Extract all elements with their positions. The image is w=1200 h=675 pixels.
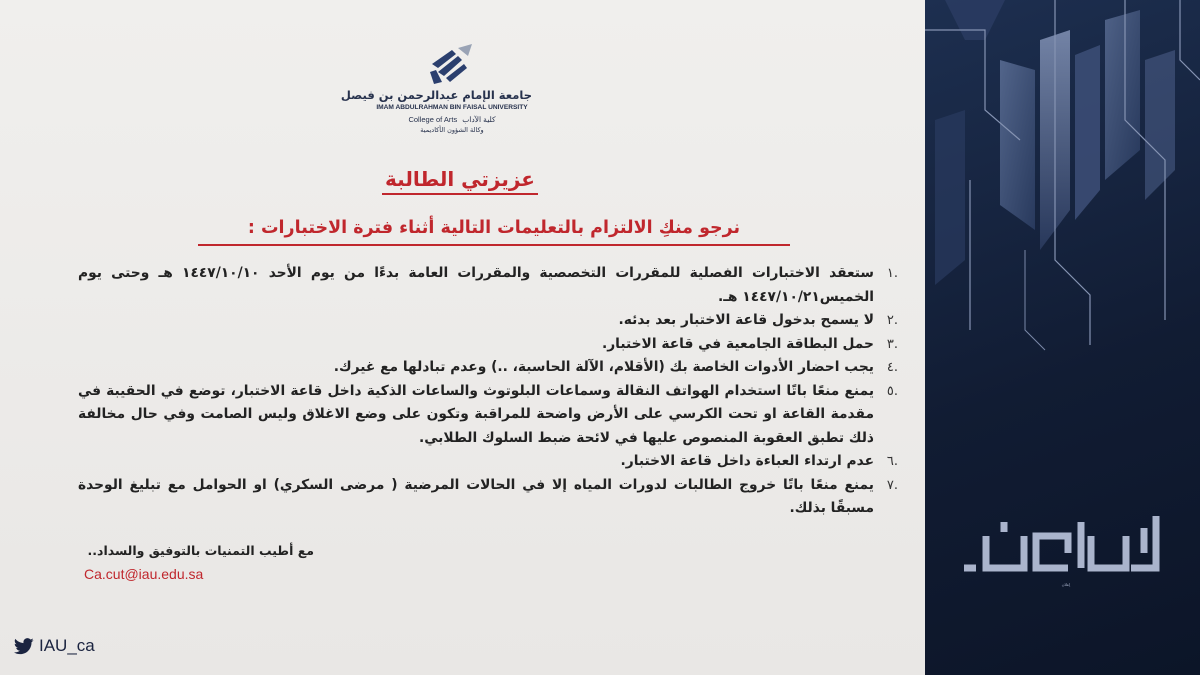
item-text: حمل البطاقة الجامعية في قاعة الاختبار. <box>601 335 874 352</box>
item-number: .٧ <box>886 477 898 493</box>
page-subtitle: نرجو منكِ الالتزام بالتعليمات التالية أثناء فترة الاختبارات : <box>198 214 790 246</box>
twitter-bird-icon <box>14 638 34 655</box>
list-item <box>78 474 898 521</box>
closing-wishes: مع أطيب التمنيات بالتوفيق والسداد.. <box>87 543 314 558</box>
list-item <box>78 450 898 474</box>
contact-email-link[interactable]: Ca.cut@iau.edu.sa <box>84 566 204 582</box>
list-item <box>78 356 898 380</box>
item-number: .١ <box>886 266 898 281</box>
item-text: عدم ارتداء العباءة داخل قاعة الاختبار. <box>620 453 874 469</box>
twitter-handle[interactable] <box>14 636 95 656</box>
list-item <box>78 380 898 451</box>
page-title: عزيزتي الطالبة <box>382 165 538 195</box>
item-text: يجب احضار الأدوات الخاصة بك (الأقلام، الآلة الحاسبة، ..) وعدم تبادلها مع غيرك. <box>333 359 874 375</box>
item-number: .٤ <box>886 360 898 375</box>
college-name <box>372 115 532 124</box>
item-text: يمنع منعًا باتًا استخدام الهواتف النقالة وسماعات البلوتوث والساعات الذكية داخل قاعة الاختبار، توضع في الحقيبة في مقدمة القاعة او تحت الكرسي على الأرض واضحة للمراقبة وتكون على وضع الاغلاق وليس الصامت وفي حال مخالفة ذلك تطبق العقوبة المنصوص عليها في لائحة ضبط السلوك الطلابي. <box>78 382 874 446</box>
item-number: .٦ <box>886 454 898 469</box>
university-emblem-icon <box>424 42 484 90</box>
deanship-name: وكالة الشؤون الأكاديمية <box>420 126 484 134</box>
twitter-handle-text: IAU_ca <box>39 636 95 655</box>
item-text: ستعقد الاختبارات الفصلية للمقررات التخصصية والمقررات العامة بدءًا من يوم الأحد ١٤٤٧/١٠/١٠ هـ وحتى يوم الخميس١٤٤٧/١٠/٢١ هـ. <box>78 265 874 305</box>
university-name-arabic: جامعة الإمام عبدالرحمن بن فيصل <box>340 88 532 102</box>
list-item <box>78 309 898 333</box>
university-logo <box>340 42 532 154</box>
instructions-list <box>78 262 898 521</box>
college-name-english: College of Arts <box>408 115 458 124</box>
university-name-english: IMAM ABDULRAHMAN BIN FAISAL UNIVERSITY <box>376 104 528 111</box>
college-name-arabic: كلية الآداب <box>462 115 496 124</box>
item-text: لا يسمح بدخول قاعة الاختبار بعد بدئه. <box>618 312 874 328</box>
svg-text:إعلان: إعلان <box>1061 582 1071 587</box>
list-item <box>78 333 898 357</box>
item-text: يمنع منعًا باتًا خروج الطالبات لدورات المياه إلا في الحالات المرضية ( مرضى السكري) او الحوامل مع تبليغ الوحدة مسبقًا بذلك. <box>78 476 874 516</box>
list-item <box>78 262 898 309</box>
announcement-banner-word <box>956 508 1176 588</box>
item-number: .٢ <box>886 313 898 328</box>
item-number: .٥ <box>886 383 898 399</box>
item-number: .٣ <box>886 336 898 352</box>
